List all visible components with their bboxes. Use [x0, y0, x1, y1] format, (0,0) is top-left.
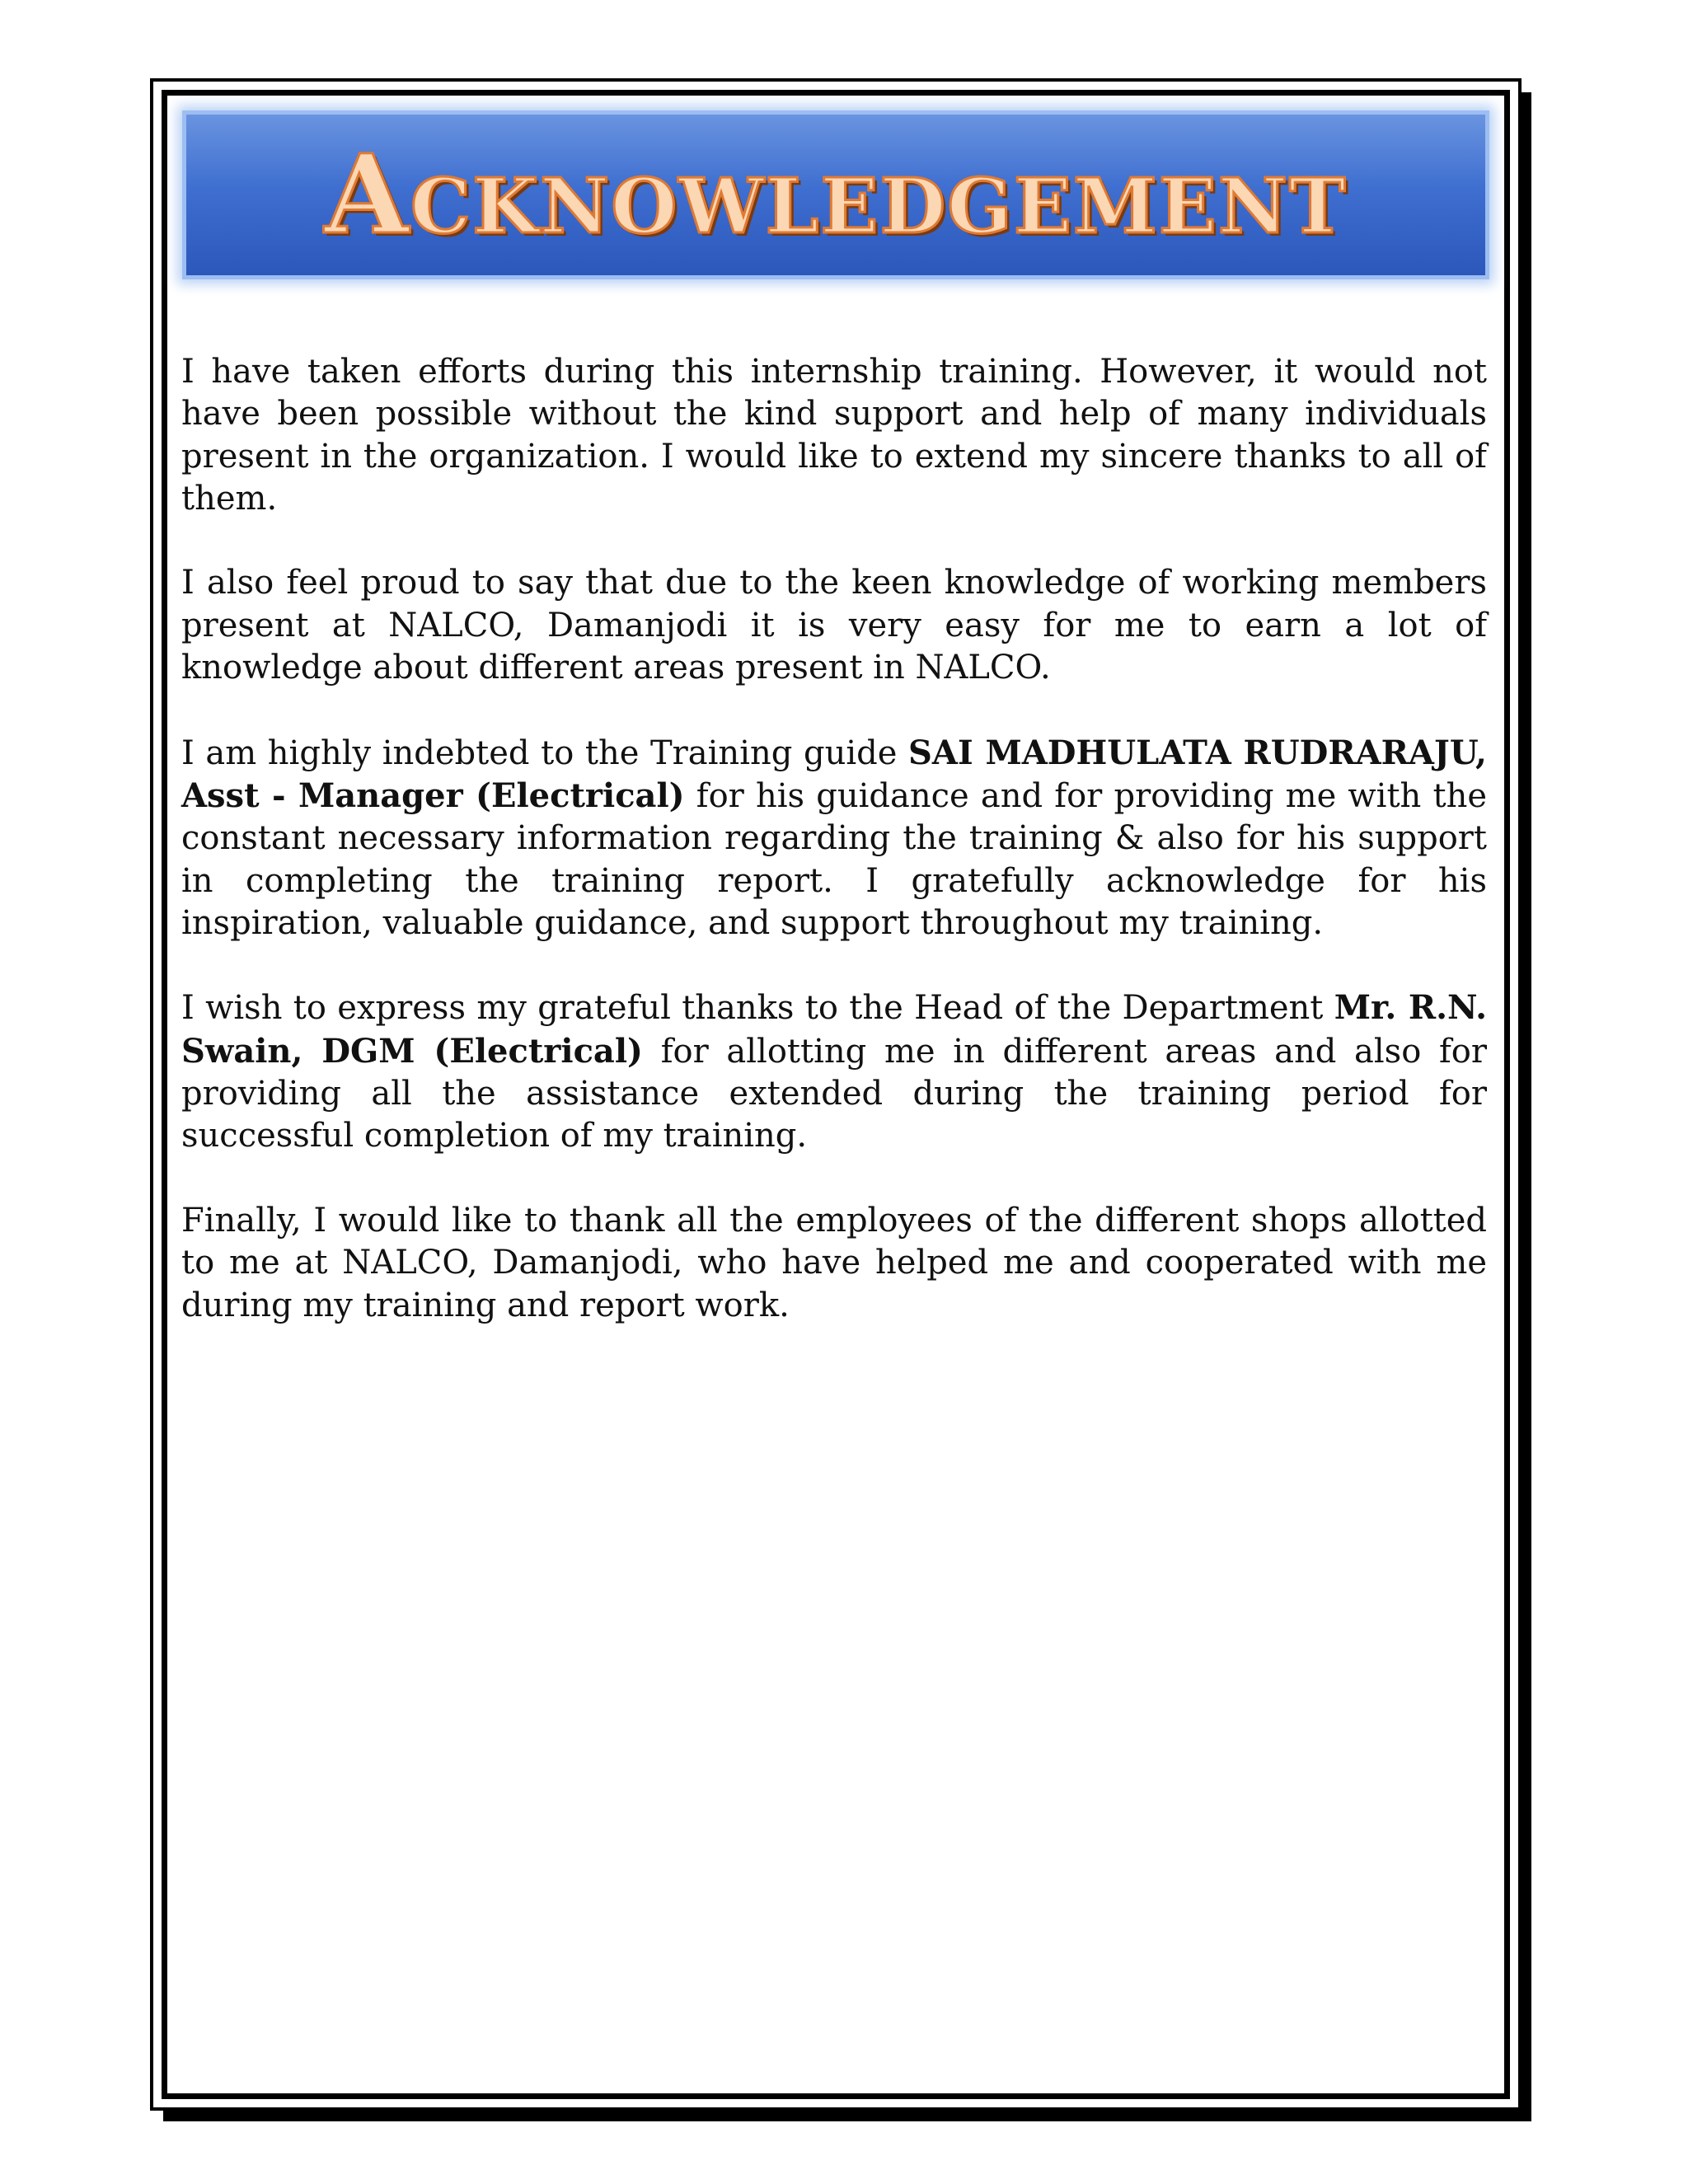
- training-guide-name: SAI MADHULATA RUDRARAJU, Asst - Manager (Electrical): [181, 733, 1487, 815]
- paragraph-4: [181, 987, 1487, 1157]
- paragraph-5: Finally, I would like to thank all the employees of the different shops allotted to me at NALCO, Damanjodi, who have helped me and cooperated with me during my training and report work.: [181, 1201, 1487, 1324]
- paragraph-4-rest: for allotting me in different areas and also for providing all the assistance extended during the training period for successful completion of my training.: [181, 1032, 1487, 1155]
- acknowledgement-body: [181, 351, 1487, 1369]
- paragraph-4-lead: I wish to express my grateful thanks to the Head of the Department: [181, 989, 1334, 1028]
- paragraph-3-lead: I am highly indebted to the Training guide: [181, 733, 909, 772]
- paragraph-3: [181, 732, 1487, 944]
- title-banner: [182, 110, 1489, 279]
- paragraph-1: I have taken efforts during this internship training. However, it would not have been possible without the kind support and help of many individuals present in the organization. I would like to extend my sincere thanks to all of them.: [181, 353, 1487, 518]
- head-of-department-name: Mr. R.N. Swain, DGM (Electrical): [181, 988, 1487, 1071]
- page-title: Acknowledgement: [324, 130, 1348, 259]
- paragraph-3-rest: for his guidance and for providing me with the constant necessary information regarding the training & also for his support in completing the training report. I gratefully acknowledge for his inspiration, valuable guidance, and support throughout my training.: [181, 776, 1487, 942]
- paragraph-2: I also feel proud to say that due to the keen knowledge of working members present at NALCO, Damanjodi it is very easy for me to earn a lot of knowledge about different areas present in NALCO.: [181, 564, 1487, 687]
